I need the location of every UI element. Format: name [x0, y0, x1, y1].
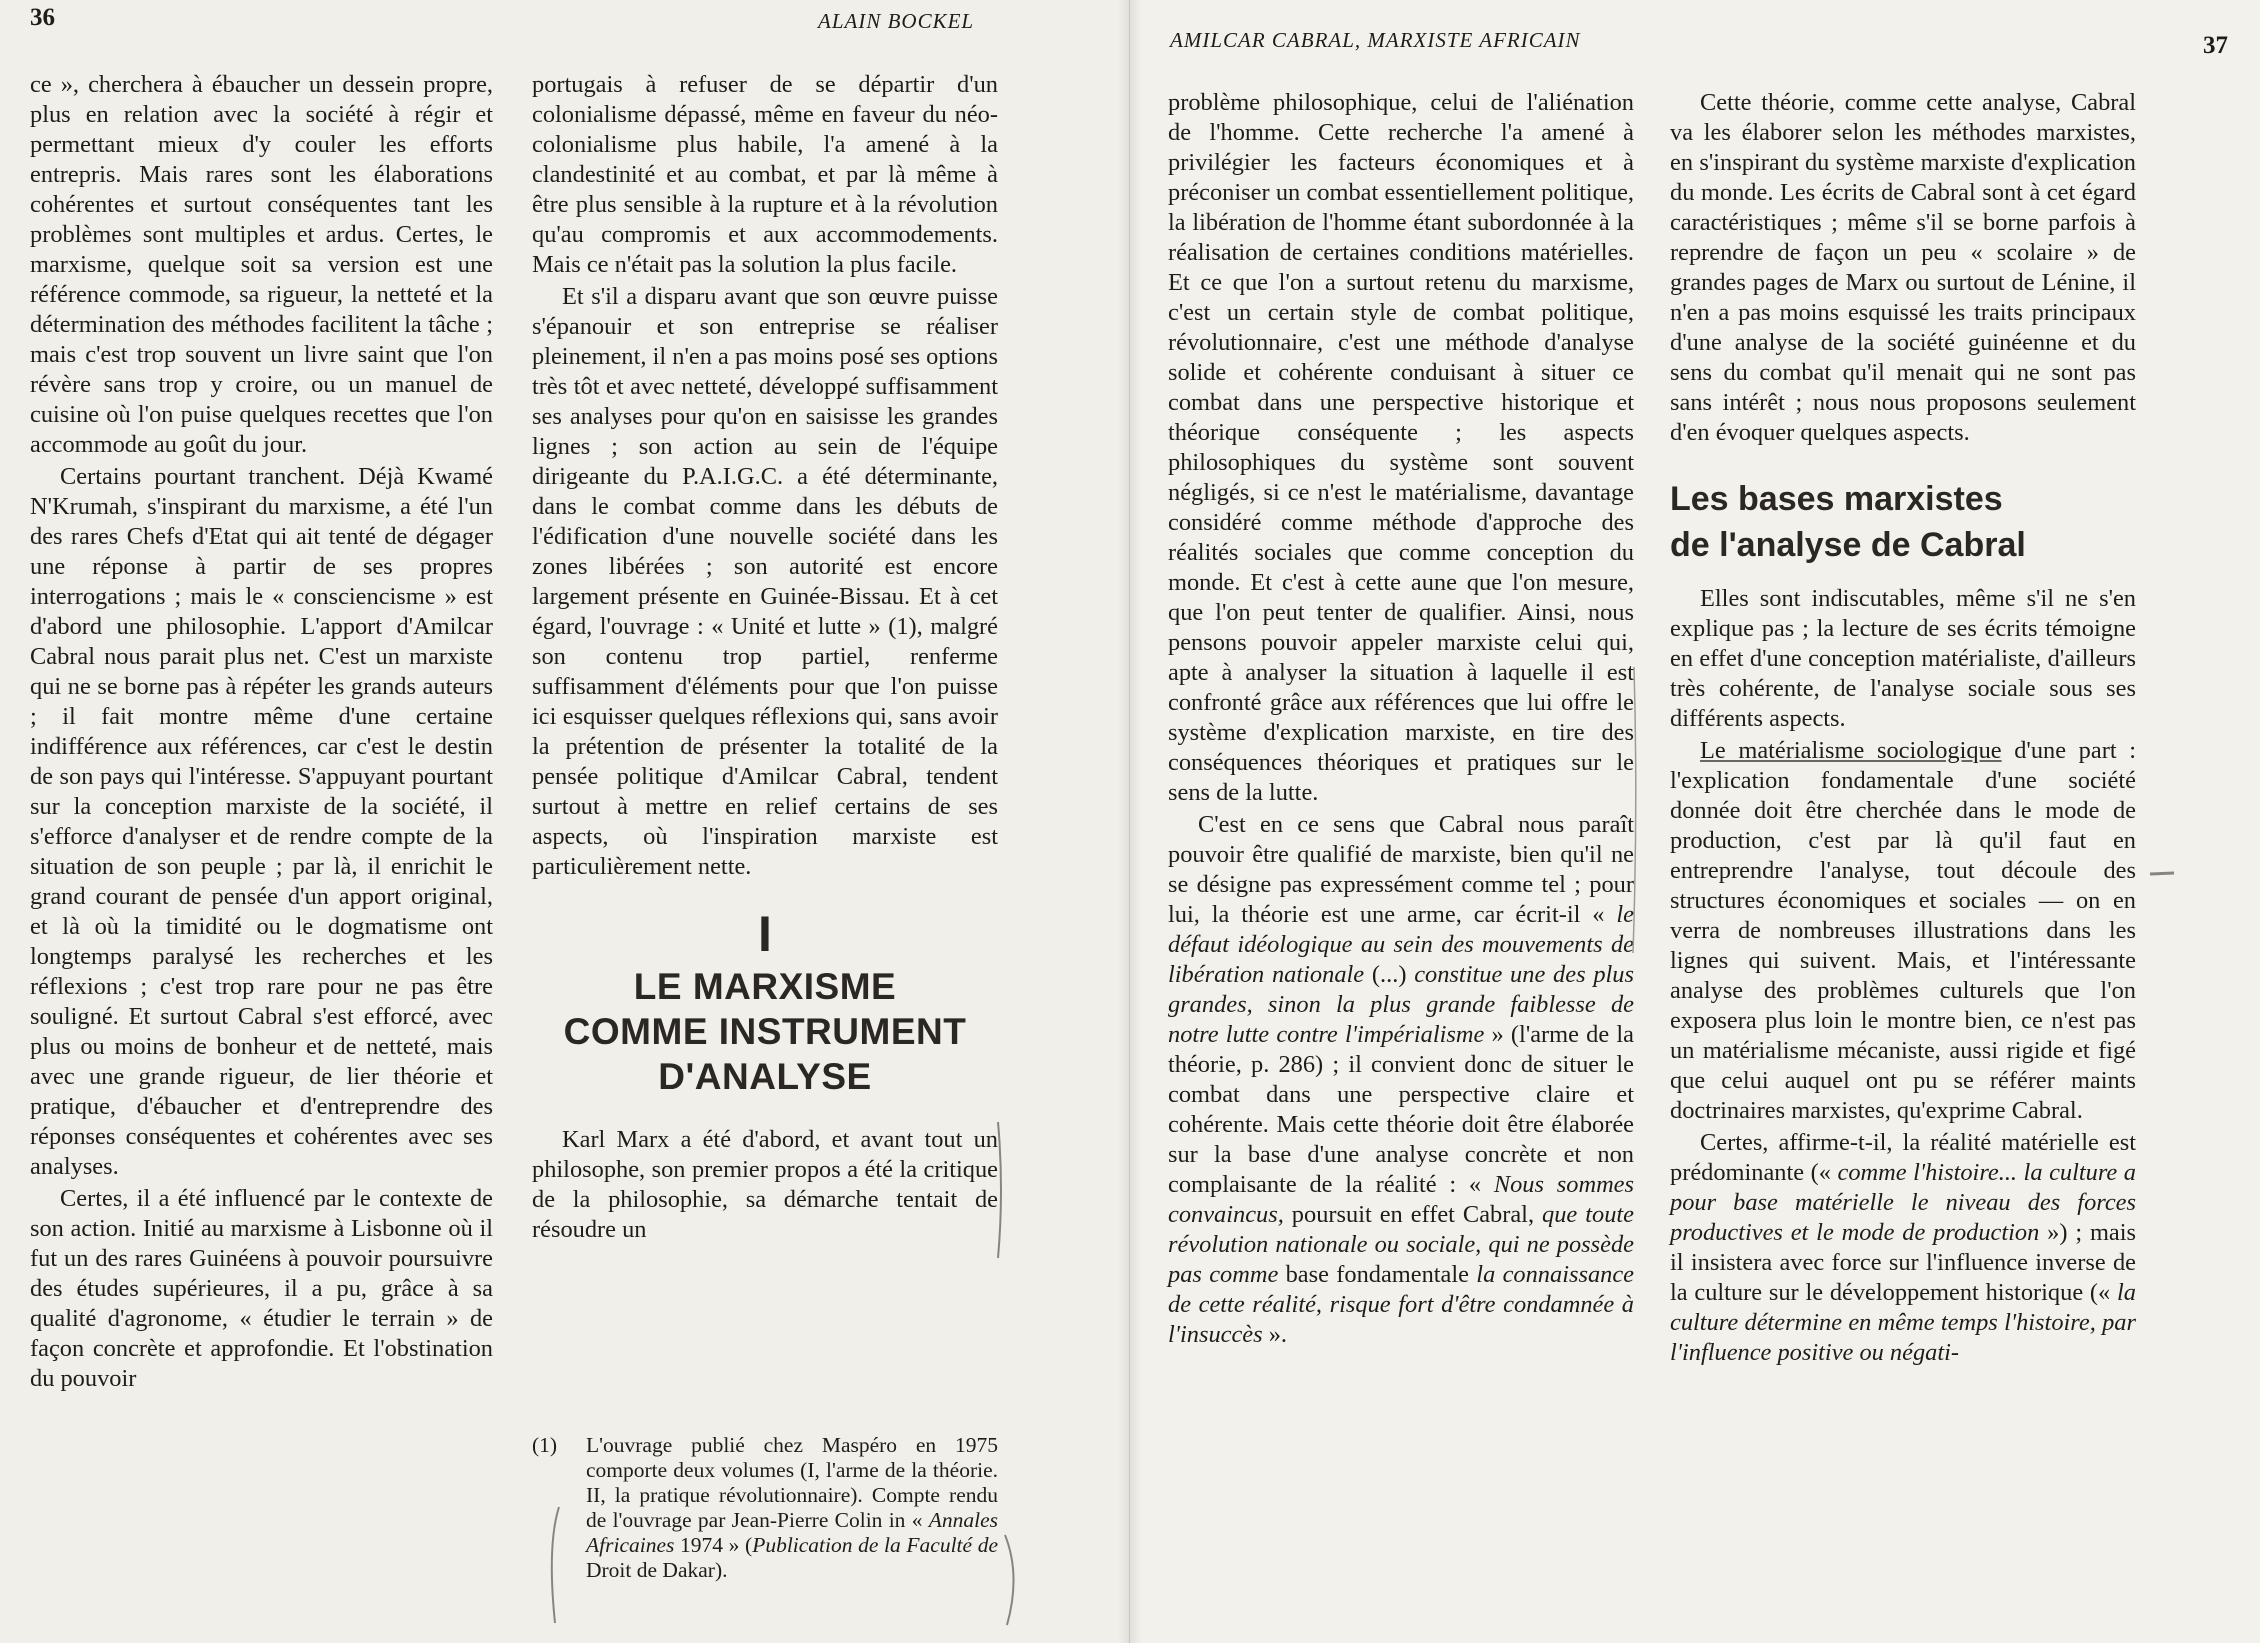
subsection-heading-line: Les bases marxistes: [1670, 480, 2003, 518]
paragraph: problème philosophique, celui de l'aliénation de l'homme. Cette recherche l'a amené à privilégier les facteurs économiques et à préconiser un combat essentiellement politique, la libération de l'homme étant subordonnée à la réalisation de certaines conditions matérielles. Et ce que l'on a surtout retenu du marxisme, c'est un certain style de combat politique, révolutionnaire, c'est une méthode d'analyse solide et cohérente conduisant à situer ce combat dans une perspective historique et théorique conséquente ; les aspects philosophiques du système sont souvent négligés, si ce n'est le matérialisme, davantage considéré comme méthode d'approche des réalités sociales que comme conception du monde. Et c'est à cette aune que l'on mesure, que l'on peut tenter de qualifier. Ainsi, nous pensons pouvoir appeler marxiste celui qui, apte à analyser la situation à laquelle il est confronté grâce aux références que lui offre le système d'explication marxiste, en tire des conséquences théoriques et pratiques sur le sens de la lutte.: [1168, 89, 1634, 806]
book-gutter: [1118, 0, 1142, 1643]
subsection-heading: [1670, 476, 2136, 568]
pencil-margin-line: [1628, 665, 1642, 955]
section-heading: [532, 908, 998, 1099]
pencil-bracket-mark: [994, 1120, 1008, 1260]
section-title-line: LE MARXISME: [633, 966, 897, 1007]
paragraph: Karl Marx a été d'abord, et avant tout un philosophe, son premier propos a été la critique de la philosophie, sa démarche tentait de résoudre un: [532, 1126, 998, 1243]
section-title-line: D'ANALYSE: [658, 1056, 872, 1097]
paragraph: Certes, il a été influencé par le contexte de son action. Initié au marxisme à Lisbonne où il fut un des rares Guinéens à pouvoir poursuivre des études supérieures, il a pu, grâce à sa qualité d'agronome, « étudier le terrain » de façon concrète et approfondie. Et l'obstination du pouvoir: [30, 1185, 493, 1392]
footnote-mark: (1): [532, 1433, 558, 1457]
paragraph: Cette théorie, comme cette analyse, Cabral va les élaborer selon les méthodes marxistes, en s'inspirant du système marxiste d'explication du monde. Les écrits de Cabral sont à cet égard caractéristiques ; même s'il se borne parfois à reprendre de façon un peu « scolaire » de grandes pages de Marx ou surtout de Lénine, il n'en a pas moins esquissé les traits principaux d'une analyse de la société guinéenne et du sens du combat qu'il menait qui ne sont pas sans intérêt ; nous nous proposons seulement d'en évoquer quelques aspects.: [1670, 89, 2136, 446]
paragraph: Le matérialisme sociologique d'une part : l'explication fondamentale d'une société donnée doit être cherchée dans le mode de production, c'est par là qu'il faut en entreprendre l'analyse, tout découle des structures économiques et sociales — on en verra de nombreuses illustrations dans les lignes qui suivent. Mais, et l'intéressante analyse des problèmes culturels que l'on exposera plus loin le montre bien, ce n'est pas un matérialisme mécaniste, aussi rigide et figé que celui auquel ont pu se référer maints doctrinaires marxistes, qu'exprime Cabral.: [1670, 737, 2137, 1124]
pencil-footnote-bracket: [545, 1505, 1025, 1630]
paragraph: Et s'il a disparu avant que son œuvre puisse s'épanouir et son entreprise se réaliser pleinement, il n'en a pas moins posé ses options très tôt et avec netteté, développé suffisamment ses analyses pour qu'on en saisisse les grandes lignes ; son action au sein de l'équipe dirigeante du P.A.I.G.C. a été déterminante, dans le combat comme dans les débuts de l'édification d'une nouvelle société dans les zones libérées ; son autorité est encore largement présente en Guinée-Bissau. Et à cet égard, l'ouvrage : « Unité et lutte » (1), malgré son contenu trop partiel, renferme suffisamment d'éléments pour que l'on puisse ici esquisser quelques réflexions qui, sans avoir la prétention de présenter la totalité de la pensée politique d'Amilcar Cabral, tendent surtout à mettre en relief certains de ses aspects, où l'inspiration marxiste est particulièrement nette.: [532, 283, 998, 880]
running-header-left: ALAIN BOCKEL: [818, 9, 975, 33]
paragraph: ce », cherchera à ébaucher un dessein propre, plus en relation avec la société à régir et permettant mieux d'y couler les efforts entrepris. Mais rares sont les élaborations cohérentes et surtout conséquentes tant les problèmes sont multiples et ardus. Certes, le marxisme, quelque soit sa version est une référence commode, sa rigueur, la netteté et la détermination des méthodes facilitent la tâche ; mais c'est trop souvent un livre saint que l'on révère sans trop y croire, ou un manuel de cuisine où l'on puise quelques recettes que l'on accommode au goût du jour.: [30, 71, 493, 458]
page-number-left: 36: [30, 4, 55, 31]
paragraph: portugais à refuser de se départir d'un colonialisme dépassé, même en faveur du néo-colonialisme plus habile, l'a amené à la clandestinité et au combat, et par là même à être plus sensible à la rupture et à la révolution qu'au compromis et aux accommodements. Mais ce n'était pas la solution la plus facile.: [532, 71, 998, 278]
paragraph: Elles sont indiscutables, même s'il ne s'en explique pas ; la lecture de ses écrits témoigne en effet d'une conception matérialiste, d'ailleurs très cohérente, de l'analyse sociale sous ses différents aspects.: [1670, 585, 2136, 732]
footnote-text: L'ouvrage publié chez Maspéro en 1975 comporte deux volumes (I, l'arme de la théorie. II, la pratique révolutionnaire). Compte rendu de l'ouvrage par Jean-Pierre Colin in « Annales Africaines 1974 » (Publication de la Faculté de Droit de Dakar).: [586, 1433, 998, 1582]
paragraph: C'est en ce sens que Cabral nous paraît pouvoir être qualifié de marxiste, bien qu'il ne se désigne pas expressément comme tel ; pour lui, la théorie est une arme, car écrit-il « le défaut idéologique au sein des mouvements de libération nationale (...) constitue une des plus grandes, sinon la plus grande faiblesse de notre lutte contre l'impérialisme » (l'arme de la théorie, p. 286) ; il convient donc de situer le combat dans une perspective claire et cohérente. Mais cette théorie doit être élaborée sur la base d'une analyse concrète et non complaisante de la réalité : « Nous sommes convaincus, poursuit en effet Cabral, que toute révolution nationale ou sociale, qui ne possède pas comme base fondamentale la connaissance de cette réalité, risque fort d'être condamnée à l'insuccès ».: [1168, 811, 1634, 1348]
paragraph: Certes, affirme-t-il, la réalité matérielle est prédominante (« comme l'histoire... la culture a pour base matérielle le niveau des forces productives et le mode de production ») ; mais il insistera avec force sur l'influence inverse de la culture sur le développement historique (« la culture détermine en même temps l'histoire, par l'influence positive ou négati-: [1670, 1129, 2137, 1366]
paragraph: Certains pourtant tranchent. Déjà Kwamé N'Krumah, s'inspirant du marxisme, a été l'un des rares Chefs d'Etat qui ait tenté de dégager une réponse à partir de ses propres interrogations ; mais le « consciencisme » est d'abord une philosophie. L'apport d'Amilcar Cabral nous parait plus net. C'est un marxiste qui ne se borne pas à répéter les grands auteurs ; il fait montre même d'une certaine indifférence aux références, car c'est le destin de son pays qui l'intéresse. S'appuyant pourtant sur la conception marxiste de la société, il s'efforce d'analyser et de rendre compte de la situation de son peuple ; par là, il enrichit le grand courant de pensée d'un apport original, et là où la timidité ou le dogmatisme ont longtemps paralysé les recherches et les réflexions ; c'est trop rare pour ne pas être souligné. Et surtout Cabral s'est efforcé, avec plus ou moins de bonheur et de netteté, mais avec une grande rigueur, de lier théorie et pratique, d'ébaucher et d'entreprendre des réponses conséquentes et cohérentes avec ses analyses.: [30, 463, 493, 1180]
running-header-right: AMILCAR CABRAL, MARXISTE AFRICAIN: [1170, 28, 1581, 52]
pencil-margin-dash: [2148, 868, 2178, 880]
page-number-right: 37: [2203, 32, 2228, 59]
column-d: [1670, 88, 2136, 1370]
section-number: I: [758, 906, 772, 962]
column-a: [30, 70, 493, 1396]
subsection-heading-line: de l'analyse de Cabral: [1670, 526, 2026, 564]
column-c: [1168, 88, 1634, 1352]
column-b: [532, 70, 998, 1247]
section-title-line: COMME INSTRUMENT: [563, 1011, 967, 1052]
